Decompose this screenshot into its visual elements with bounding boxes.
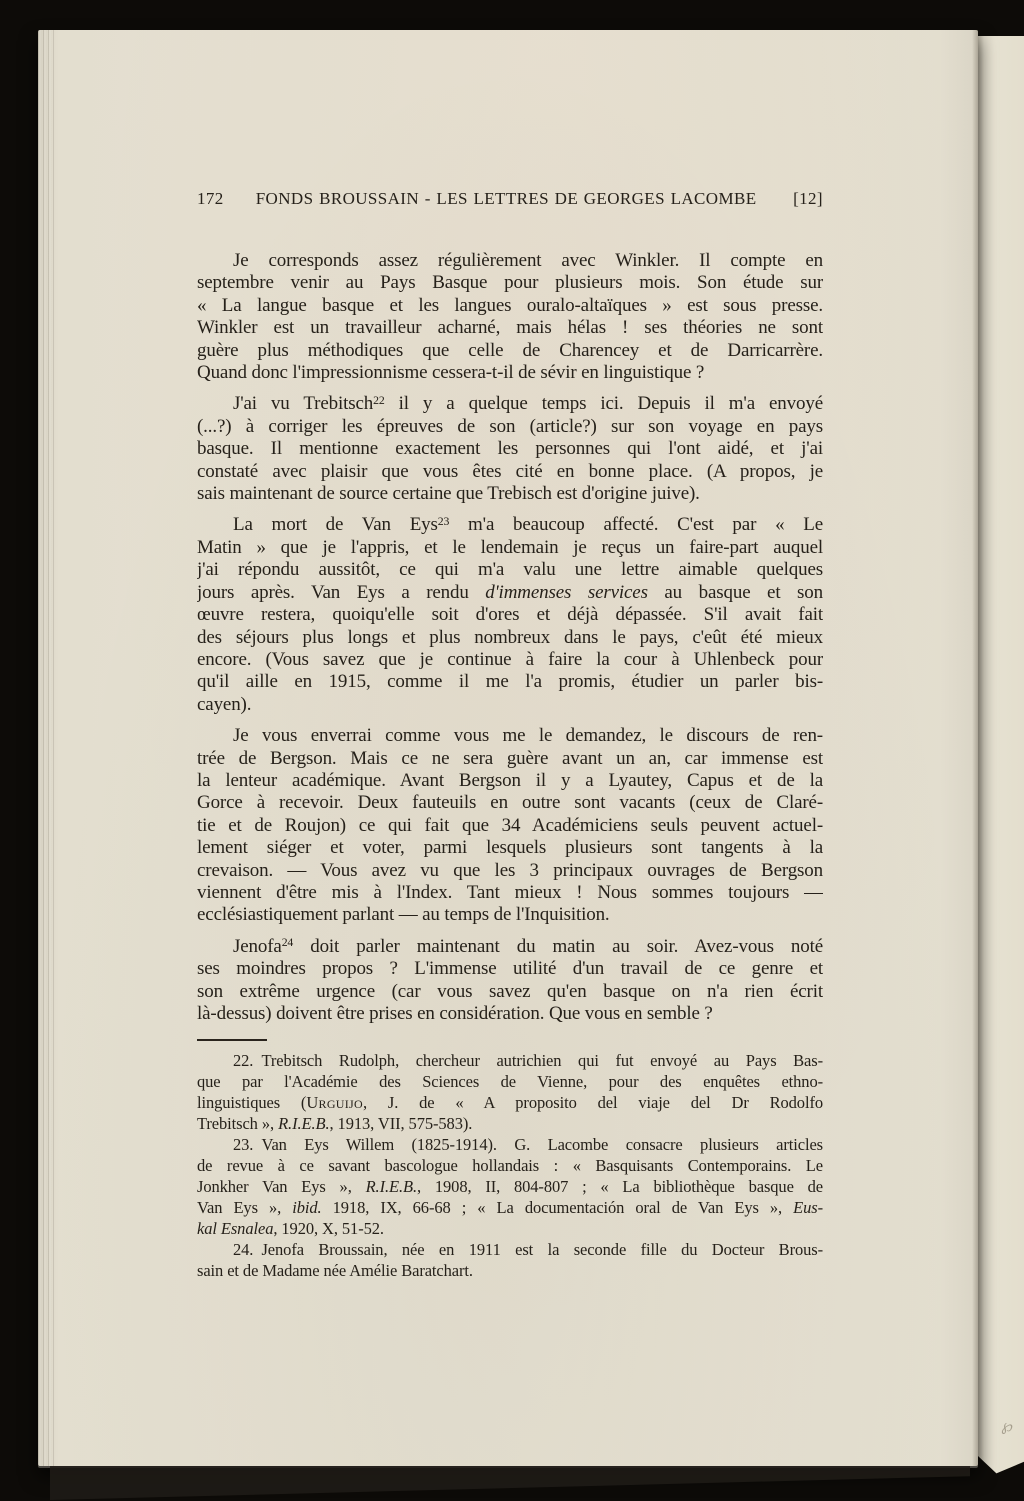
paragraph: [197, 250, 823, 384]
text-line: Jonkher Van Eys », R.I.E.B., 1908, II, 804-807 ; « La bibliothèque basque de: [197, 1177, 823, 1197]
page-content: [197, 30, 823, 1281]
text-line: jours après. Van Eys a rendu d'immenses services au basque et son: [197, 581, 823, 603]
text-line: kal Esnalea, 1920, X, 51-52.: [197, 1219, 384, 1239]
footnotes-block: [197, 1050, 823, 1281]
text-line: Quand donc l'impressionnisme cessera-t-il de sévir en linguistique ?: [197, 362, 705, 384]
text-line: Van Eys », ibid. 1918, IX, 66-68 ; « La documentación oral de Van Eys », Eus-: [197, 1198, 823, 1218]
text-line: Gorce à recevoir. Deux fauteuils en outre sont vacants (ceux de Claré-: [197, 792, 823, 814]
text-line: basque. Il mentionne exactement les personnes qui l'ont aidé, et j'ai: [197, 438, 823, 460]
page-number: 172: [197, 189, 224, 208]
book-shadow: [50, 1466, 970, 1500]
footnote: [197, 1050, 823, 1134]
text-line: ecclésiastiquement parlant — au temps de l'Inquisition.: [197, 904, 610, 926]
text-line: La mort de Van Eys$^{23}$ m'a beaucoup affecté. C'est par « Le: [233, 514, 823, 536]
text-line: j'ai répondu aussitôt, ce qui m'a valu une lettre aimable quelques: [197, 559, 823, 581]
text-line: cayen).: [197, 693, 252, 715]
text-line: constaté avec plaisir que vous êtes cité en bonne place. (A propos, je: [197, 460, 823, 482]
text-line: 22. Trebitsch Rudolph, chercheur autrichien qui fut envoyé au Pays Bas-: [233, 1051, 823, 1071]
text-line: viennent d'être mis à l'Index. Tant mieux ! Nous sommes toujours —: [197, 881, 823, 903]
running-title: FONDS BROUSSAIN - LES LETTRES DE GEORGES LACOMBE: [255, 189, 757, 208]
paragraph: [197, 514, 823, 716]
text-line: là-dessus) doivent être prises en considération. Que vous en semble ?: [197, 1003, 713, 1024]
text-line: Matin » que je l'appris, et le lendemain je reçus un faire-part auquel: [197, 536, 823, 558]
pencil-mark: ℘: [1000, 1415, 1015, 1436]
text-line: (...?) à corriger les épreuves de son (article?) sur son voyage en pays: [197, 415, 823, 437]
text-line: linguistiques (Urguijo, J. de « A proposito del viaje del Dr Rodolfo: [197, 1093, 823, 1113]
text-line: crevaison. — Vous avez vu que les 3 principaux ouvrages de Bergson: [197, 859, 823, 881]
text-line: guère plus méthodiques que celle de Charencey et de Darricarrère.: [197, 339, 823, 361]
footnote-separator: [197, 1039, 267, 1041]
adjacent-page-edge: [978, 36, 1024, 1482]
letter-body: [197, 250, 823, 1025]
running-header: [197, 188, 823, 210]
text-line: Winkler est un travailleur acharné, mais hélas ! ses théories ne sont: [197, 317, 823, 339]
footnote: [197, 1239, 823, 1281]
text-line: « La langue basque et les langues ouralo-altaïques » est sous presse.: [197, 294, 823, 316]
text-line: septembre venir au Pays Basque pour plusieurs mois. Son étude sur: [197, 272, 823, 294]
text-line: trée de Bergson. Mais ce ne sera guère avant un an, car immense est: [197, 747, 823, 769]
text-line: son extrême urgence (car vous savez qu'en basque on n'a rien écrit: [197, 980, 823, 1002]
page-edge-stack: [38, 30, 54, 1466]
paragraph: [197, 393, 823, 505]
text-line: tie et de Roujon) ce qui fait que 34 Académiciens seuls peuvent actuel-: [197, 814, 823, 836]
text-line: 24. Jenofa Broussain, née en 1911 est la seconde fille du Docteur Brous-: [233, 1240, 823, 1260]
text-line: qu'il aille en 1915, comme il me l'a promis, étudier un parler bis-: [197, 671, 823, 693]
footnote: [197, 1134, 823, 1239]
text-line: Jenofa$^{24}$ doit parler maintenant du matin au soir. Avez-vous noté: [233, 935, 823, 957]
text-line: encore. (Vous savez que je continue à faire la cour à Uhlenbeck pour: [197, 648, 823, 670]
text-line: sain et de Madame née Amélie Baratchart.: [197, 1261, 473, 1281]
text-line: que par l'Académie des Sciences de Vienne, pour des enquêtes ethno-: [197, 1072, 823, 1092]
paragraph: [197, 725, 823, 927]
paragraph: [197, 936, 823, 1026]
text-line: J'ai vu Trebitsch$^{22}$ il y a quelque temps ici. Depuis il m'a envoyé: [233, 393, 823, 415]
text-line: sais maintenant de source certaine que Trebisch est d'origine juive).: [197, 483, 700, 505]
text-line: Trebitsch », R.I.E.B., 1913, VII, 575-583).: [197, 1114, 473, 1134]
text-line: œuvre restera, quoiqu'elle soit d'ores et déjà dépassée. S'il avait fait: [197, 604, 823, 626]
text-line: Je vous enverrai comme vous me le demandez, le discours de ren-: [233, 725, 823, 747]
text-line: des séjours plus longs et plus nombreux dans le pays, c'eût été mieux: [197, 626, 823, 648]
text-line: 23. Van Eys Willem (1825-1914). G. Lacombe consacre plusieurs articles: [233, 1135, 823, 1155]
text-line: lement siéger et voter, parmi lesquels plusieurs sont tangents à la: [197, 837, 823, 859]
text-line: Je corresponds assez régulièrement avec Winkler. Il compte en: [233, 250, 823, 271]
book-page: [38, 30, 978, 1466]
letter-number: [12]: [793, 189, 823, 208]
text-line: de revue à ce savant bascologue hollandais : « Basquisants Contemporains. Le: [197, 1156, 823, 1176]
text-line: la lenteur académique. Avant Bergson il y a Lyautey, Capus et de la: [197, 769, 823, 791]
text-line: ses moindres propos ? L'immense utilité d'un travail de ce genre et: [197, 958, 823, 980]
